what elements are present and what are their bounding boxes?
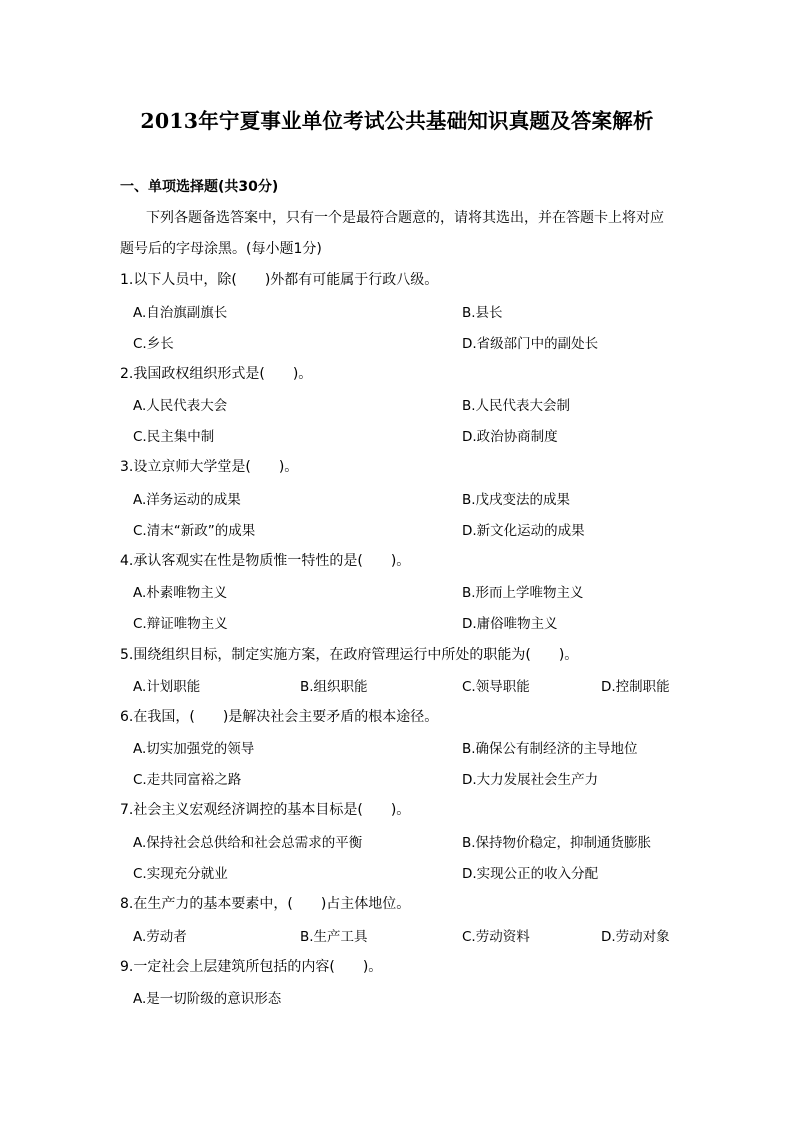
question-6-option-b: B.确保公有制经济的主导地位 [462,741,638,757]
question-2-option-c: C.民主集中制 [133,429,215,445]
question-5-option-c: C.领导职能 [462,679,530,695]
instructions-line-1: 下列各题备选答案中，只有一个是最符合题意的，请将其选出，并在答题卡上将对应 [146,210,664,226]
question-5-option-b: B.组织职能 [300,679,368,695]
question-7-option-b: B.保持物价稳定，抑制通货膨胀 [462,835,652,851]
question-6-option-a: A.切实加强党的领导 [133,741,255,757]
question-3-option-b: B.戊戌变法的成果 [462,492,571,508]
question-6-option-c: C.走共同富裕之路 [133,772,242,788]
question-4-option-b: B.形而上学唯物主义 [462,585,584,601]
section-heading: 一、单项选择题(共30分) [120,179,279,195]
question-8-option-d: D.劳动对象 [601,929,670,945]
question-1-stem: 1.以下人员中，除( )外都有可能属于行政八级。 [120,272,439,288]
question-8-option-a: A.劳动者 [133,929,187,945]
question-4-option-c: C.辩证唯物主义 [133,616,228,632]
question-3-stem: 3.设立京师大学堂是( )。 [120,459,299,475]
question-3-option-a: A.洋务运动的成果 [133,492,241,508]
question-9-option-a: A.是一切阶级的意识形态 [133,991,282,1007]
question-7-option-c: C.实现充分就业 [133,866,228,882]
question-6-stem: 6.在我国，( )是解决社会主要矛盾的根本途径。 [120,709,439,725]
question-4-option-a: A.朴素唯物主义 [133,585,228,601]
question-8-option-c: C.劳动资料 [462,929,530,945]
question-3-option-d: D.新文化运动的成果 [462,523,585,539]
question-2-option-d: D.政治协商制度 [462,429,558,445]
question-1-option-c: C.乡长 [133,336,174,352]
question-6-option-d: D.大力发展社会生产力 [462,772,599,788]
question-9-stem: 9.一定社会上层建筑所包括的内容( )。 [120,959,383,975]
question-1-option-a: A.自治旗副旗长 [133,305,228,321]
question-3-option-c: C.清末“新政”的成果 [133,523,256,539]
question-8-option-b: B.生产工具 [300,929,368,945]
question-2-stem: 2.我国政权组织形式是( )。 [120,366,313,382]
question-8-stem: 8.在生产力的基本要素中，( )占主体地位。 [120,896,411,912]
instructions-line-2: 题号后的字母涂黑。(每小题1分) [120,241,322,257]
question-1-option-d: D.省级部门中的副处长 [462,336,599,352]
question-7-option-d: D.实现公正的收入分配 [462,866,599,882]
question-2-option-a: A.人民代表大会 [133,398,228,414]
question-1-option-b: B.县长 [462,305,503,321]
question-5-option-a: A.计划职能 [133,679,201,695]
document-title: 2013年宁夏事业单位考试公共基础知识真题及答案解析 [140,109,654,133]
question-4-option-d: D.庸俗唯物主义 [462,616,558,632]
question-4-stem: 4.承认客观实在性是物质惟一特性的是( )。 [120,553,411,569]
question-7-stem: 7.社会主义宏观经济调控的基本目标是( )。 [120,802,411,818]
question-7-option-a: A.保持社会总供给和社会总需求的平衡 [133,835,363,851]
question-5-option-d: D.控制职能 [601,679,670,695]
question-5-stem: 5.围绕组织目标，制定实施方案，在政府管理运行中所处的职能为( )。 [120,647,579,663]
question-2-option-b: B.人民代表大会制 [462,398,571,414]
